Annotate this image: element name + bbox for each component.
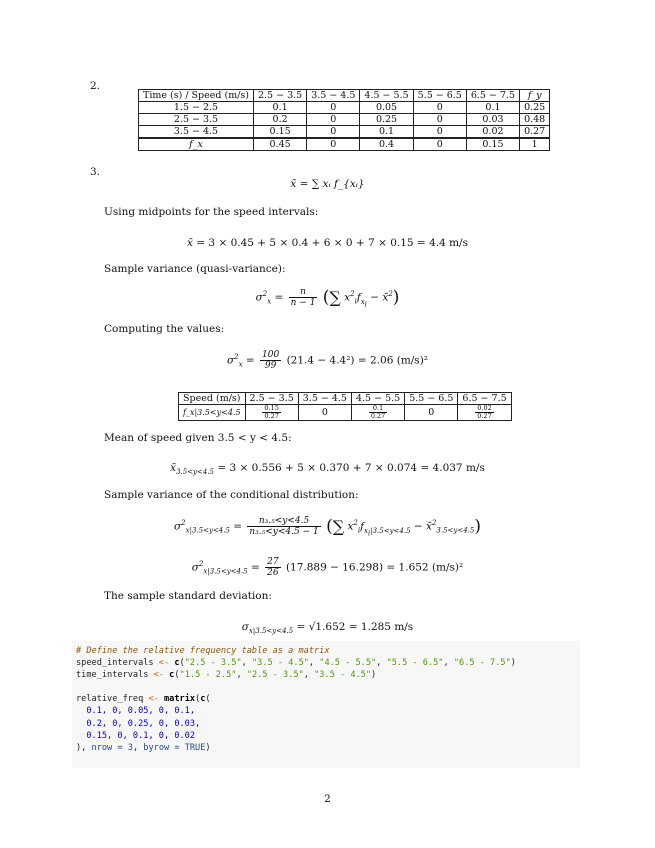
page-number: 2 — [324, 793, 331, 805]
table-cell: 0.02 — [466, 126, 519, 139]
variance-value-rest: (21.4 − 4.4²) = 2.06 (m/s)² — [286, 354, 429, 367]
paragraph-sample-variance: Sample variance (quasi-variance): — [104, 263, 286, 275]
table-cell: 0.1 — [253, 102, 306, 114]
table-row — [139, 114, 550, 126]
fraction — [247, 516, 320, 537]
table-cell: 0.45 — [253, 138, 306, 151]
table-cell: 0.48 — [520, 114, 550, 126]
table-header-cell: 4.5 − 5.5 — [360, 90, 413, 102]
table-cell: 0 — [307, 114, 360, 126]
fraction-denominator: 99 — [264, 361, 277, 371]
table-cell: 0 — [413, 126, 466, 139]
table-cell: 0 — [413, 138, 466, 151]
fraction-numerator: n₃.₅<y<4.5 — [247, 516, 320, 527]
table-header-cell: 2.5 − 3.5 — [245, 393, 298, 405]
fraction-denominator: 0.27 — [477, 412, 492, 420]
code-var-relative-freq: relative_freq — [76, 694, 144, 705]
table-cell: 0.25 — [360, 114, 413, 126]
code-var-speed: speed_intervals — [76, 658, 154, 669]
fraction-denominator: n − 1 — [290, 298, 316, 308]
fraction-denominator: 26 — [267, 568, 279, 578]
table-cell: 0 — [405, 405, 458, 421]
code-string: "1.5 - 2.5" — [179, 670, 237, 681]
table-row — [179, 405, 512, 421]
table-cell: 2.5 − 3.5 — [139, 114, 254, 126]
paragraph-std-dev: The sample standard deviation: — [104, 590, 272, 602]
table-cell: 0.03 — [466, 114, 519, 126]
fraction-denominator: 0.27 — [370, 412, 386, 420]
equation-variance-definition: $\sigma^2_x$ = $\frac{n}{n - 1}$ (∑ $x^2_if_{x_i}$ − x̄$^2$) — [255, 287, 400, 308]
table-cell: 0 — [298, 405, 351, 421]
table-header-cell: Time (s) / Speed (m/s) — [139, 90, 254, 102]
fraction — [289, 287, 318, 308]
code-numbers: 0.1, 0, 0.05, 0, 0.1, — [86, 706, 196, 717]
fraction — [475, 405, 493, 420]
table-cell: 0.1 — [466, 102, 519, 114]
equation-conditional-variance-definition: $\sigma^2_{x|3.5<y<4.5}$ = $\frac{\text{n₃.₅<y<4.5}}{\text{n₃.₅<y<4.5 − 1}}$ (∑ $x^2_if_{x_i|3.5<y<4.5}$ − x̄$^2_{3.5<y<4.5}$) — [174, 516, 481, 537]
table-cell — [351, 405, 404, 421]
table-header-cell: 6.5 − 7.5 — [466, 90, 519, 102]
code-string: "3.5 - 4.5" — [252, 658, 309, 669]
table-footer-row — [139, 138, 550, 151]
table-cell — [458, 405, 511, 421]
table-cell: 0.15 — [253, 126, 306, 139]
table-header-row — [179, 393, 512, 405]
code-numbers: 0.15, 0, 0.1, 0, 0.02 — [86, 730, 196, 741]
fraction-numerator: 0.15 — [264, 404, 279, 412]
table-cell: 1.5 − 2.5 — [139, 102, 254, 114]
table-header-cell: 6.5 − 7.5 — [458, 393, 511, 405]
fraction-numerator: 100 — [262, 350, 280, 360]
paragraph-conditional-variance: Sample variance of the conditional distribution: — [104, 489, 359, 501]
code-string: "4.5 - 5.5" — [319, 658, 377, 669]
code-string: "2.5 - 3.5" — [184, 658, 242, 669]
table-header-cell — [520, 90, 550, 102]
table-header-cell: 5.5 − 6.5 — [405, 393, 458, 405]
f-y-symbol: f_y — [527, 90, 542, 101]
fraction-numerator: n — [289, 287, 318, 298]
conditional-f-symbol: f_x|3.5<y<4.5 — [183, 408, 241, 417]
fraction — [265, 557, 280, 578]
fraction-numerator: 27 — [267, 557, 279, 567]
mean-calc-rhs: 3 × 0.45 + 5 × 0.4 + 6 × 0 + 7 × 0.15 = 4.4 m/s — [208, 237, 468, 249]
table-header-cell: Speed (m/s) — [179, 393, 246, 405]
table-row — [139, 126, 550, 139]
table-cell: 0 — [413, 114, 466, 126]
table-row — [139, 102, 550, 114]
mean-calc-lhs: x̄ = — [187, 237, 209, 249]
fraction — [262, 405, 280, 420]
table-cell: 0.2 — [253, 114, 306, 126]
table-cell: 0.1 — [360, 126, 413, 139]
paragraph-mean-given: Mean of speed given 3.5 < y < 4.5: — [104, 432, 292, 444]
equation-mean-definition: x̄ = ∑ xᵢ f_{xᵢ} — [290, 178, 365, 190]
table-header-cell: 2.5 − 3.5 — [253, 90, 306, 102]
f-x-symbol: f_x — [189, 139, 203, 150]
equation-std-dev: $\sigma_{x|3.5<y<4.5} = √1.652 = 1.285$ m/s — [241, 621, 414, 636]
table-header-cell: 5.5 − 6.5 — [413, 90, 466, 102]
fraction-denominator: n₃.₅<y<4.5 − 1 — [249, 527, 319, 537]
equation-mean-calculation — [0, 237, 655, 249]
code-comment: # Define the relative frequency table as a matrix — [76, 646, 330, 656]
table-header-row — [139, 90, 550, 102]
cond-variance-value-rest: (17.889 − 16.298) = 1.652 (m/s)² — [285, 561, 464, 574]
table-cell: 0.4 — [360, 138, 413, 151]
table-cell: 3.5 − 4.5 — [139, 126, 254, 139]
code-string: "3.5 - 4.5" — [314, 670, 372, 681]
table-header-cell: 4.5 − 5.5 — [351, 393, 404, 405]
equation-conditional-variance-value: $\sigma^2_{x|3.5<y<4.5}$ = $\frac{27}{26}$ (17.889 − 16.298) = 1.652 (m/s)² — [191, 557, 464, 578]
code-var-time: time_intervals — [76, 670, 149, 681]
table-cell: 0 — [307, 138, 360, 151]
table-cell — [139, 138, 254, 151]
paragraph-computing: Computing the values: — [104, 323, 225, 335]
code-string: "5.5 - 6.5" — [386, 658, 444, 669]
table-cell: 0.05 — [360, 102, 413, 114]
fraction-numerator: 0.02 — [477, 404, 492, 412]
conditional-frequency-table — [178, 392, 512, 421]
item-number-3: 3. — [90, 166, 101, 178]
code-string: "2.5 - 3.5" — [246, 670, 304, 681]
fraction — [369, 405, 387, 420]
std-rest: = √1.652 = 1.285 m/s — [296, 621, 414, 633]
equation-variance-value: $\sigma^2_x$ = $\frac{100}{99}$ (21.4 − 4.4²) = 2.06 (m/s)² — [226, 350, 429, 371]
table-cell: 0.27 — [520, 126, 550, 139]
code-arg-nrow: nrow = 3 — [91, 742, 133, 753]
table-cell: 0 — [307, 102, 360, 114]
table-cell: 0 — [307, 126, 360, 139]
fraction-denominator: 0.27 — [264, 412, 279, 420]
code-numbers: 0.2, 0, 0.25, 0, 0.03, — [86, 718, 201, 729]
code-string: "6.5 - 7.5" — [453, 658, 511, 669]
item-number-2: 2. — [90, 80, 101, 92]
fraction-numerator: 0.1 — [369, 405, 387, 413]
code-arg-byrow: byrow = TRUE — [143, 742, 206, 753]
table-cell: 1 — [520, 138, 550, 151]
table-cell: 0.25 — [520, 102, 550, 114]
fraction — [260, 350, 281, 371]
table-cell: 0.15 — [466, 138, 519, 151]
equation-conditional-mean: $x̄_{3.5<y<4.5} = 3 \times 0.556 + 5 \times 0.370 + 7 \times 0.074 = 4.037$ m/s — [170, 462, 485, 477]
table-header-cell: 3.5 − 4.5 — [298, 393, 351, 405]
table-header-cell: 3.5 − 4.5 — [307, 90, 360, 102]
cond-mean-rest: = 3 × 0.556 + 5 × 0.370 + 7 × 0.074 = 4.037 m/s — [217, 462, 485, 474]
paragraph-midpoints: Using midpoints for the speed intervals: — [104, 206, 319, 218]
r-code-block[interactable]: # Define the relative frequency table as a matrix speed_intervals <- c("2.5 - 3.5", "3.5 - 4.5", "4.5 - 5.5", "5.5 - 6.5", "6.5 - 7.5") time_intervals <- c("1.5 - 2.5", "2.5 - 3.5", "3.5 - 4.5") relative_freq <- matrix(c( 0.1, 0, 0.05, 0, 0.1, 0.2, 0, 0.25, 0, 0.03, 0.15, 0, 0.1, 0, 0.02 ), nrow = 3, byrow = TRUE) — [72, 641, 580, 768]
table-cell: 0 — [413, 102, 466, 114]
table-cell — [245, 405, 298, 421]
table-cell — [179, 405, 246, 421]
joint-frequency-table — [138, 89, 550, 151]
